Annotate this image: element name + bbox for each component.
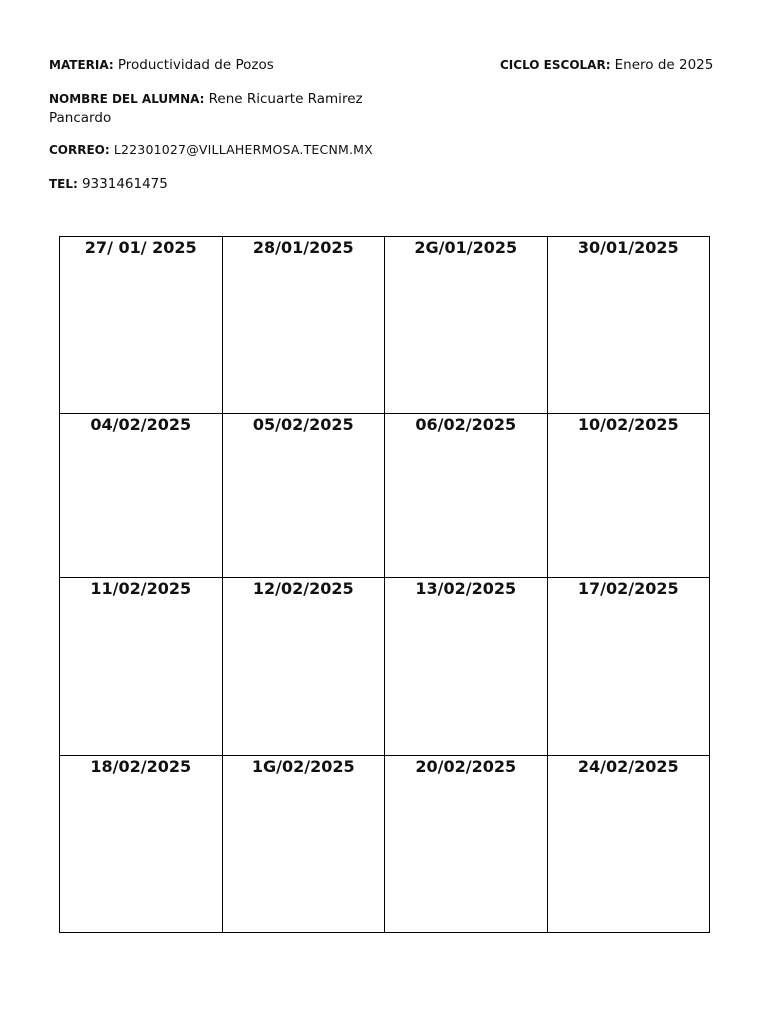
correo-label: CORREO: (49, 143, 110, 157)
date-cell (222, 414, 385, 578)
ciclo-escolar-label: CICLO ESCOLAR: (500, 58, 611, 72)
date-label: 12/02/2025 (252, 579, 354, 598)
date-label: 2G/01/2025 (414, 238, 518, 257)
materia-field (49, 56, 274, 75)
date-cell (385, 414, 548, 578)
materia-value: Productividad de Pozos (117, 57, 274, 73)
date-label: 30/01/2025 (577, 238, 679, 257)
correo-field (49, 141, 373, 160)
nombre-label: NOMBRE DEL ALUMNA: (49, 92, 205, 106)
date-cell (385, 756, 548, 933)
date-cell (547, 578, 710, 756)
date-label: 05/02/2025 (252, 415, 354, 434)
date-cell (547, 414, 710, 578)
date-label: 24/02/2025 (577, 757, 679, 776)
date-cell (60, 756, 223, 933)
tel-label: TEL: (49, 177, 78, 191)
nombre-field (49, 90, 369, 128)
correo-value: L22301027@VILLAHERMOSA.TECNM.MX (113, 142, 373, 157)
date-label: 20/02/2025 (415, 757, 517, 776)
date-label: 17/02/2025 (577, 579, 679, 598)
date-label: 28/01/2025 (252, 238, 354, 257)
table-row (60, 756, 710, 933)
attendance-date-table (59, 236, 710, 933)
table-row (60, 237, 710, 414)
date-cell (547, 237, 710, 414)
date-label: 10/02/2025 (577, 415, 679, 434)
date-label: 1G/02/2025 (251, 757, 355, 776)
date-label: 13/02/2025 (415, 579, 517, 598)
materia-label: MATERIA: (49, 58, 114, 72)
date-cell (60, 414, 223, 578)
date-cell (222, 756, 385, 933)
date-label: 27/ 01/ 2025 (84, 238, 197, 257)
date-cell (222, 237, 385, 414)
tel-field (49, 175, 168, 194)
nombre-value: Rene Ricuarte Ramirez Pancardo (49, 91, 363, 126)
date-label: 18/02/2025 (90, 757, 192, 776)
ciclo-escolar-field (500, 56, 713, 75)
date-cell (60, 237, 223, 414)
date-cell (547, 756, 710, 933)
date-label: 11/02/2025 (90, 579, 192, 598)
date-label: 04/02/2025 (90, 415, 192, 434)
ciclo-escolar-value: Enero de 2025 (614, 57, 714, 73)
date-cell (60, 578, 223, 756)
date-cell (385, 237, 548, 414)
tel-value: 9331461475 (81, 176, 168, 192)
date-cell (222, 578, 385, 756)
date-label: 06/02/2025 (415, 415, 517, 434)
table-row (60, 414, 710, 578)
date-cell (385, 578, 548, 756)
table-row (60, 578, 710, 756)
